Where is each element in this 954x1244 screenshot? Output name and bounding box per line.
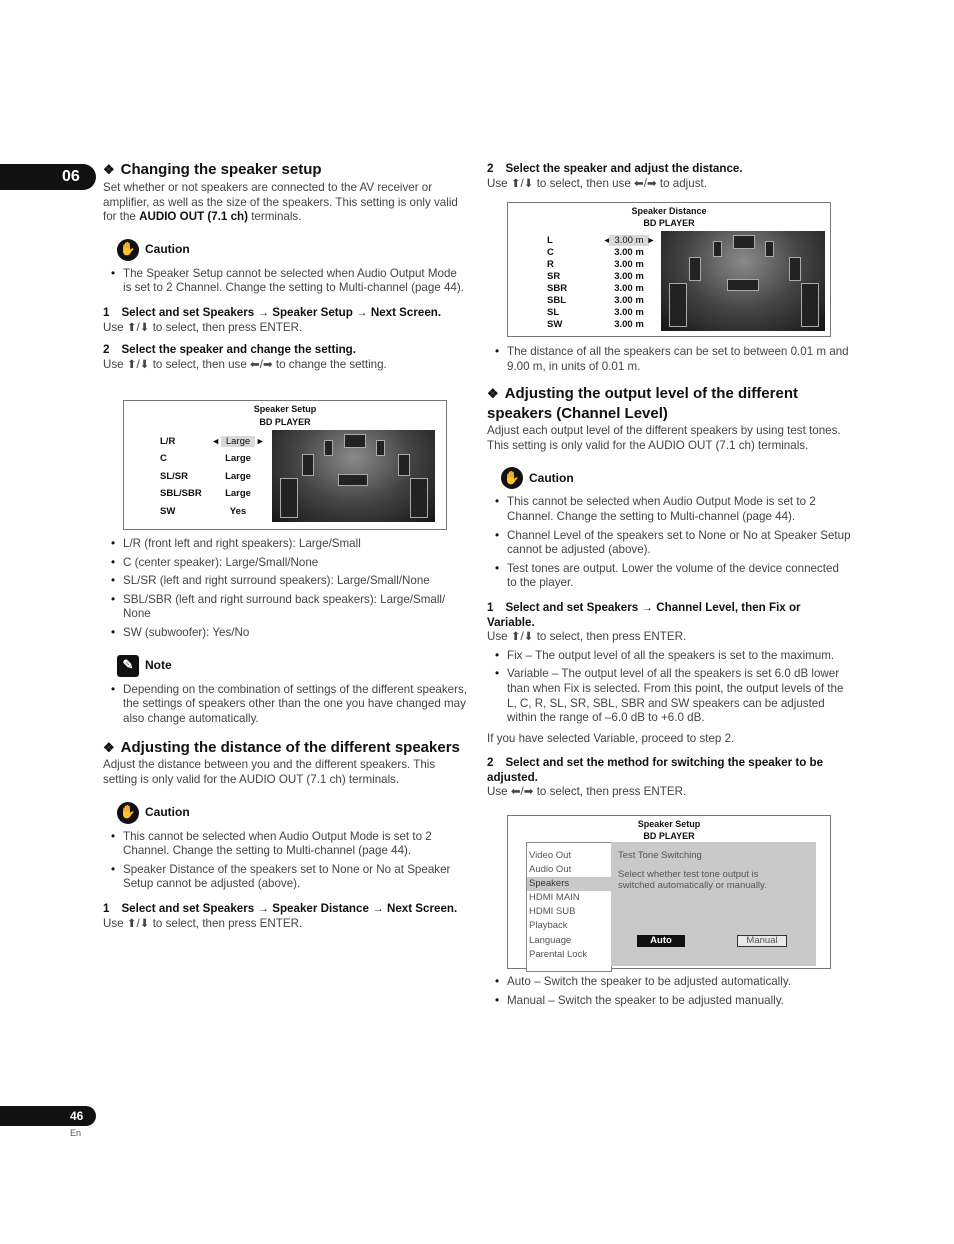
speaker-icon <box>789 257 801 281</box>
panel-description <box>618 869 767 891</box>
arrow-right-icon: ▸ <box>257 436 263 447</box>
list-item: • Fix – The output level of all the speakers is set to the maximum. <box>487 649 851 664</box>
speaker-value[interactable]: Large <box>225 470 251 482</box>
diamond-icon: ❖ <box>487 386 499 402</box>
selected-value-row[interactable] <box>600 235 658 247</box>
menu-item-audio-out[interactable]: Audio Out <box>529 864 572 876</box>
list-item: • Auto – Switch the speaker to be adjusted automatically. <box>487 975 851 990</box>
paragraph-level-intro: Adjust each output level of the different speakers by using test tones. This setting is only valid for the AUDIO OUT (7.1 ch) terminals. <box>487 424 841 452</box>
fix-variable-list <box>487 649 851 726</box>
list-item: • Channel Level of the speakers set to None or No at Speaker Setup cannot be adjusted (above). <box>487 529 851 558</box>
speaker-label: R <box>547 259 554 270</box>
list-item: • SW (subwoofer): Yes/No <box>103 626 467 641</box>
test-tone-setup-screen <box>507 815 831 969</box>
list-item: • C (center speaker): Large/Small/None <box>103 556 467 571</box>
heading-changing-speaker-setup: ❖ Changing the speaker setup <box>103 161 322 178</box>
step-instruction: Use ⬆/⬇ to select, then use ⬅/➡ to adjust. <box>487 176 707 190</box>
distance-value[interactable]: 3.00 m <box>614 307 644 318</box>
screen-subtitle: BD PLAYER <box>643 218 695 228</box>
speaker-label: SW <box>160 505 176 517</box>
step-heading: 2 Select the speaker and change the setting. <box>103 343 356 357</box>
menu-item-hdmi-sub[interactable]: HDMI SUB <box>529 906 576 918</box>
step-heading: 2 Select the speaker and adjust the distance. <box>487 162 743 175</box>
distance-value[interactable]: 3.00 m <box>614 295 644 306</box>
speaker-value[interactable]: Large <box>225 453 251 465</box>
settings-panel <box>611 842 816 966</box>
step-instruction: Use ⬆/⬇ to select, then use ⬅/➡ to change the setting. <box>103 357 387 371</box>
screen-subtitle: BD PLAYER <box>259 417 311 427</box>
menu-item-language[interactable]: Language <box>529 934 572 946</box>
step-heading: 1 Select and set Speakers → Channel Level, then Fix or Variable. <box>487 600 801 629</box>
note-heading: ✎ Note <box>117 655 467 677</box>
speaker-options-list <box>103 537 467 641</box>
right-column-lower <box>487 345 851 800</box>
step-heading: 2 Select and set the method for switching the speaker to be adjusted. <box>487 756 824 784</box>
heading-adjusting-output-level: ❖ Adjusting the output level of the different speakers (Channel Level) <box>487 385 798 423</box>
screen-title: Speaker Setup <box>253 404 317 414</box>
speaker-setup-screen <box>123 400 447 530</box>
distance-value[interactable]: 3.00 m <box>614 259 644 270</box>
screen-subtitle: BD PLAYER <box>643 831 695 841</box>
distance-value[interactable]: 3.00 m <box>614 247 644 258</box>
caution-list <box>487 495 851 591</box>
speaker-icon <box>324 440 333 456</box>
caution-hand-icon: ✋ <box>117 239 139 261</box>
diamond-icon: ❖ <box>103 740 115 756</box>
list-item: • This cannot be selected when Audio Output Mode is set to 2 Channel. Change the setting to Multi-channel (page 44). <box>103 830 467 859</box>
panel-description-line: Select whether test tone output is <box>618 869 759 880</box>
speaker-icon <box>280 478 298 518</box>
caution-hand-icon: ✋ <box>117 802 139 824</box>
speaker-icon <box>302 454 314 476</box>
step-heading: 1 Select and set Speakers → Speaker Setup → Next Screen. <box>103 305 442 319</box>
note-list <box>103 683 467 727</box>
caution-heading: ✋ Caution <box>117 802 467 824</box>
caution-heading: ✋ Caution <box>117 239 467 261</box>
menu-item-parental-lock[interactable]: Parental Lock <box>529 948 588 960</box>
sofa-icon <box>338 474 368 486</box>
paragraph-speaker-setup-intro: Set whether or not speakers are connected to the AV receiver or amplifier, as well as the size of the speakers. This setting is only valid for the AUDIO OUT (7.1 ch) terminals. <box>103 181 458 224</box>
speaker-icon <box>689 257 701 281</box>
diamond-icon: ❖ <box>103 162 115 177</box>
speaker-icon <box>398 454 410 476</box>
distance-value[interactable]: 3.00 m <box>614 283 644 294</box>
caution-hand-icon: ✋ <box>501 467 523 489</box>
speaker-label: SBL <box>547 295 566 306</box>
tv-icon <box>733 235 755 249</box>
speaker-label-list <box>547 235 567 331</box>
chapter-tab <box>0 164 96 190</box>
speaker-label: SR <box>547 271 561 282</box>
panel-title: Test Tone Switching <box>618 850 702 861</box>
menu-item-hdmi-main[interactable]: HDMI MAIN <box>529 892 580 904</box>
language-label: En <box>70 1128 82 1138</box>
list-item: • The distance of all the speakers can be set to between 0.01 m and 9.00 m, in units of 0.01 m. <box>487 345 851 374</box>
list-item: • Speaker Distance of the speakers set to None or No at Speaker Setup cannot be adjusted (above). <box>103 863 467 892</box>
step-instruction: Use ⬅/➡ to select, then press ENTER. <box>487 785 687 799</box>
speaker-label: C <box>160 453 167 465</box>
speaker-label: SL <box>547 307 560 318</box>
auto-manual-list <box>487 975 851 1008</box>
list-item: • SBL/SBR (left and right surround back speakers): Large/Small/ None <box>103 593 467 622</box>
menu-item-speakers[interactable]: Speakers <box>527 877 611 891</box>
manual-button[interactable]: Manual <box>737 935 787 947</box>
note-pencil-icon: ✎ <box>117 655 139 677</box>
left-column <box>103 160 467 372</box>
chapter-number: 06 <box>62 168 80 185</box>
list-item: • Variable – The output level of all the speakers is set 6.0 dB lower than when Fix is selected. From this point, the output levels of the L, C, R, SL, SR, SBL, SBR and SW speakers can be adjusted within the range of –6.0 dB to +6.0 dB. <box>487 667 851 725</box>
menu-item-playback[interactable]: Playback <box>529 920 568 932</box>
speaker-label-list <box>160 436 202 523</box>
speaker-label: L <box>547 235 553 246</box>
speaker-label: SBL/SBR <box>160 488 202 500</box>
left-column-lower <box>103 537 467 931</box>
speaker-distance-screen <box>507 202 831 337</box>
arrow-left-icon: ◂ <box>213 436 219 447</box>
step-instruction: Use ⬆/⬇ to select, then press ENTER. <box>103 320 303 334</box>
speaker-label: SW <box>547 319 563 330</box>
auto-button[interactable]: Auto <box>637 935 685 947</box>
right-column-bottom <box>487 975 851 1012</box>
arrow-left-icon: ◂ <box>604 235 610 246</box>
speaker-icon <box>801 283 819 327</box>
speaker-room-image <box>272 430 435 522</box>
speaker-icon <box>669 283 687 327</box>
menu-item-video-out[interactable]: Video Out <box>529 850 572 861</box>
distance-value[interactable]: 3.00 m <box>614 271 644 282</box>
speaker-room-image <box>661 231 825 331</box>
selected-value-row[interactable] <box>208 436 268 453</box>
list-item: • Depending on the combination of settings of the different speakers, the settings of speakers other than the one you have changed may also change automatically. <box>103 683 467 727</box>
paragraph-distance-intro: Adjust the distance between you and the different speakers. This setting is only valid for the AUDIO OUT (7.1 ch) terminals. <box>103 758 436 786</box>
paragraph-variable-note: If you have selected Variable, proceed to step 2. <box>487 731 735 745</box>
sofa-icon <box>727 279 759 291</box>
speaker-value-list <box>600 235 658 331</box>
list-item: • The Speaker Setup cannot be selected when Audio Output Mode is set to 2 Channel. Change the setting to Multi-channel (page 44). <box>103 267 467 296</box>
list-item: • Test tones are output. Lower the volume of the device connected to the player. <box>487 562 851 591</box>
panel-description-line: switched automatically or manually. <box>618 880 767 891</box>
caution-list <box>103 267 467 296</box>
arrow-right-icon: ▸ <box>648 235 654 246</box>
list-item: • L/R (front left and right speakers): Large/Small <box>103 537 467 552</box>
speaker-value[interactable]: Large <box>225 488 251 500</box>
settings-menu <box>526 842 612 972</box>
distance-value[interactable]: 3.00 m <box>614 319 644 330</box>
step-instruction: Use ⬆/⬇ to select, then press ENTER. <box>103 916 303 930</box>
right-column <box>487 162 851 191</box>
speaker-value-list <box>208 436 268 523</box>
speaker-label: L/R <box>160 436 176 447</box>
caution-heading: ✋ Caution <box>501 467 851 489</box>
speaker-value-selected[interactable]: Large <box>221 436 255 447</box>
page-number-tab <box>0 1106 96 1126</box>
list-item: • This cannot be selected when Audio Output Mode is set to 2 Channel. Change the setting to Multi-channel (page 44). <box>487 495 851 524</box>
list-item: • SL/SR (left and right surround speakers): Large/Small/None <box>103 574 467 589</box>
step-heading: 1 Select and set Speakers → Speaker Distance → Next Screen. <box>103 901 458 915</box>
page-number: 46 <box>70 1109 84 1123</box>
speaker-icon <box>765 241 774 257</box>
caution-list <box>103 830 467 892</box>
distance-value-selected[interactable]: 3.00 m <box>609 235 648 246</box>
distance-note-list <box>487 345 851 374</box>
speaker-label: SL/SR <box>160 470 188 482</box>
step-instruction: Use ⬆/⬇ to select, then press ENTER. <box>487 630 687 644</box>
speaker-icon <box>376 440 385 456</box>
speaker-label: SBR <box>547 283 568 294</box>
tv-icon <box>344 434 366 448</box>
screen-title: Speaker Setup <box>637 819 701 829</box>
speaker-value[interactable]: Yes <box>229 505 247 517</box>
speaker-icon <box>410 478 428 518</box>
heading-adjusting-distance: ❖ Adjusting the distance of the different speakers <box>103 739 460 757</box>
speaker-label: C <box>547 247 554 258</box>
list-item: • Manual – Switch the speaker to be adjusted manually. <box>487 994 851 1009</box>
speaker-icon <box>713 241 722 257</box>
screen-title: Speaker Distance <box>631 206 707 216</box>
